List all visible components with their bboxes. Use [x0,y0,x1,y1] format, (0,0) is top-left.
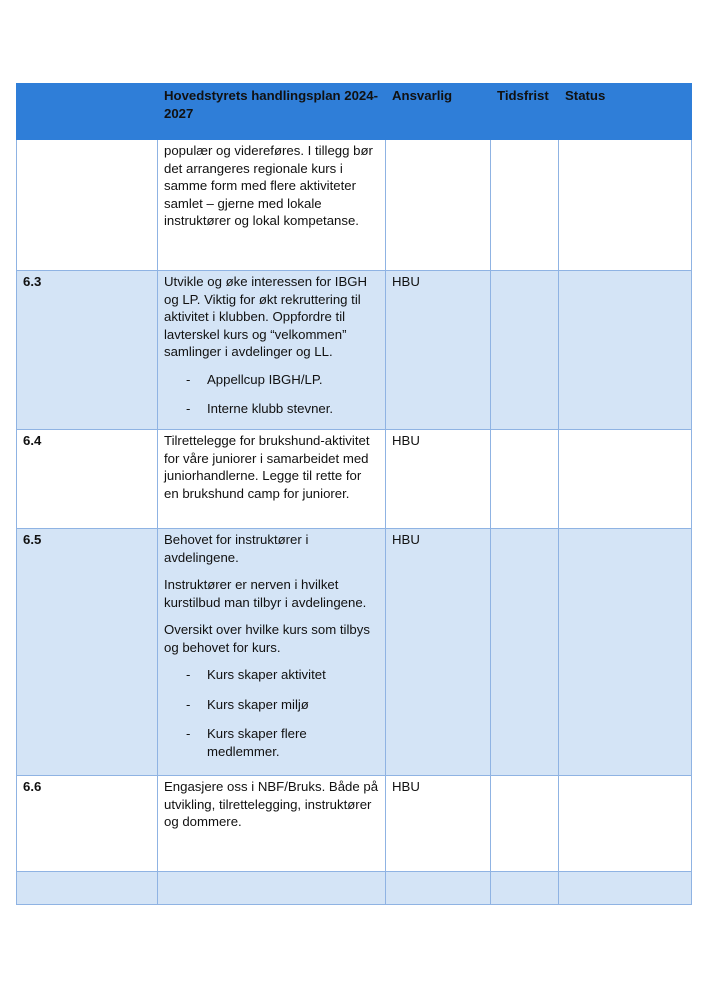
item-number: 6.6 [17,776,158,872]
bullet-list [164,666,379,760]
table-row [17,529,692,776]
item-status [559,872,692,905]
item-number: 6.4 [17,430,158,529]
table-body [17,140,692,905]
item-deadline [491,271,559,430]
item-deadline [491,529,559,776]
item-responsible [386,140,491,271]
item-description [158,776,386,872]
item-description [158,271,386,430]
item-deadline [491,872,559,905]
bullet-text: Kurs skaper flere medlemmer. [207,726,307,759]
item-responsible: HBU [386,776,491,872]
item-responsible: HBU [386,430,491,529]
item-description [158,140,386,271]
bullet-item [164,371,379,389]
bullet-item [164,696,379,714]
dash-marker: - [186,667,191,682]
item-deadline [491,140,559,271]
description-paragraph: Tilrettelegge for brukshund-aktivitet for våre juniorer i samarbeidet med juniorhandlerne. Legge til rette for en brukshund camp for juniorer. [164,433,370,501]
item-responsible: HBU [386,271,491,430]
item-description [158,529,386,776]
item-status [559,529,692,776]
description-paragraph: Engasjere oss i NBF/Bruks. Både på utvikling, tilrettelegging, instruktører og dommere. [164,779,379,829]
header-status: Status [559,84,692,140]
header-number [17,84,158,140]
table-row [17,430,692,529]
item-status [559,430,692,529]
item-status [559,776,692,872]
table-row [17,872,692,905]
item-deadline [491,430,559,529]
table-header [17,84,692,140]
dash-marker: - [186,401,191,416]
item-number [17,872,158,905]
action-plan-table [16,83,692,905]
bullet-text: Kurs skaper miljø [207,696,309,712]
dash-marker: - [186,726,191,741]
item-status [559,140,692,271]
dash-marker: - [186,371,191,387]
item-number: 6.5 [17,529,158,776]
bullet-item [164,400,379,418]
table-row [17,140,692,271]
bullet-text: Kurs skaper aktivitet [207,667,326,682]
bullet-text: Interne klubb stevner. [207,401,334,416]
item-description [158,872,386,905]
item-responsible: HBU [386,529,491,776]
header-plan: Hovedstyrets handlingsplan 2024-2027 [158,84,386,140]
item-deadline [491,776,559,872]
bullet-text: Appellcup IBGH/LP. [207,371,323,387]
bullet-item [164,666,379,684]
item-number: 6.3 [17,271,158,430]
description-paragraph: Utvikle og øke interessen for IBGH og LP. Viktig for økt rekruttering til aktivitet i klubben. Oppfordre til lavterskel kurs og “velkommen” samlinger i avdelinger og LL. [164,274,368,359]
table-row [17,271,692,430]
description-paragraph: Behovet for instruktører i avdelingene. [164,532,309,565]
item-description [158,430,386,529]
dash-marker: - [186,696,191,712]
description-paragraph: populær og videreføres. I tillegg bør det arrangeres regionale kurs i samme form med flere aktiviteter samlet – gjerne med lokale instruktører og lokal kompetanse. [164,143,373,228]
bullet-list [164,371,379,418]
header-row [17,84,692,140]
description-paragraph: Instruktører er nerven i hvilket kurstilbud man tilbyr i avdelingene. [164,577,367,610]
bullet-item [164,725,379,760]
description-paragraph: Oversikt over hvilke kurs som tilbys og behovet for kurs. [164,622,370,655]
header-deadline: Tidsfrist [491,84,559,140]
header-responsible: Ansvarlig [386,84,491,140]
item-status [559,271,692,430]
item-responsible [386,872,491,905]
table-row [17,776,692,872]
item-number [17,140,158,271]
